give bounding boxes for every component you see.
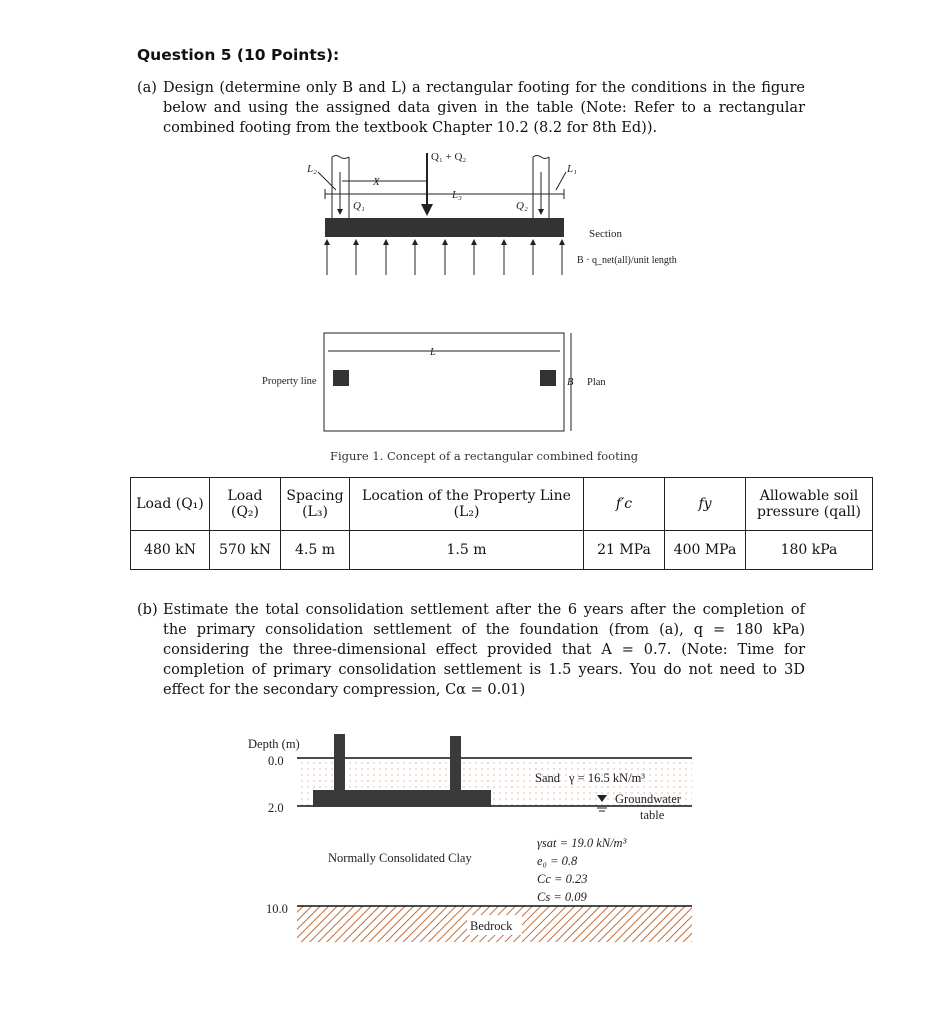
- l2-label: L₂: [307, 163, 317, 175]
- combined-footing-figure: [0, 0, 950, 470]
- question-title: Question 5 (10 Points):: [137, 46, 340, 64]
- part-a-label: (a): [137, 80, 157, 96]
- x-label: X: [373, 176, 380, 188]
- l3-label: L₃: [452, 189, 462, 201]
- header-load-q1: Load (Q₁): [131, 478, 210, 531]
- property-line-label: Property line: [262, 376, 317, 387]
- cell-spacing: 4.5 m: [281, 531, 350, 570]
- q1-label: Q₁: [353, 200, 365, 212]
- plan-b-label: B: [567, 377, 574, 388]
- cell-fy: 400 MPa: [665, 531, 746, 570]
- header-load-q2: Load (Q₂): [210, 478, 281, 531]
- bedrock-label: Bedrock: [470, 919, 513, 933]
- clay-swell-index: Cs = 0.09: [537, 890, 587, 904]
- groundwater-table-label: table: [640, 808, 665, 822]
- header-fc: f′c: [584, 478, 665, 531]
- cell-q2: 570 kN: [210, 531, 281, 570]
- sand-label: Sand: [535, 771, 560, 785]
- depth-2-label: 2.0: [268, 801, 284, 815]
- groundwater-label: Groundwater: [615, 792, 681, 806]
- part-b-text: [137, 600, 805, 700]
- q2-label: Q₂: [516, 200, 528, 212]
- soil-pressure-arrows: [327, 240, 562, 275]
- part-b-label: (b): [137, 602, 158, 618]
- header-fy: fy: [665, 478, 746, 531]
- part-b-body: Estimate the total consolidation settlement after the 6 years after the completion of the primary consolidation settlement of the foundation (from (a), q = 180 kPa) considering the three-dimensional effect provided that A = 0.7. (Note: Time for completion of primary consolidation settlement is 1.5 years. You do not need to 3D effect for the secondary compression, Cα = 0.01): [163, 602, 805, 698]
- assigned-data-table: [130, 477, 873, 570]
- depth-10-label: 10.0: [266, 902, 288, 916]
- clay-compression-index: Cc = 0.23: [537, 872, 588, 886]
- clay-saturated-unit-weight: γsat = 19.0 kN/m³: [537, 836, 627, 850]
- q-total-label: Q₁ + Q₂: [431, 151, 467, 163]
- cell-q1: 480 kN: [131, 531, 210, 570]
- l1-label: L₁: [567, 163, 577, 175]
- section-label: Section: [589, 228, 622, 240]
- clay-void-ratio: e₀ = 0.8: [537, 854, 578, 868]
- part-a-body: Design (determine only B and L) a rectangular footing for the conditions in the figure below and using the assigned data given in the table (Note: Refer to a rectangular combined footing from the textbook Chapter 10.2 (8.2 for 8th Ed)).: [163, 80, 805, 136]
- cell-allowable-pressure: 180 kPa: [746, 531, 873, 570]
- header-location: Location of the Property Line (L₂): [350, 478, 584, 531]
- plan-label: Plan: [587, 377, 606, 388]
- depth-axis-label: Depth (m): [248, 737, 300, 751]
- sand-unit-weight: γ = 16.5 kN/m³: [569, 771, 646, 785]
- cell-location: 1.5 m: [350, 531, 584, 570]
- header-spacing: Spacing (L₃): [281, 478, 350, 531]
- pressure-label: B · q_net(all)/unit length: [577, 255, 677, 266]
- depth-0-label: 0.0: [268, 754, 284, 768]
- figure-caption: Figure 1. Concept of a rectangular combined footing: [330, 449, 639, 463]
- soil-profile-figure: [0, 725, 950, 955]
- clay-label: Normally Consolidated Clay: [328, 851, 472, 865]
- header-allowable-pressure: Allowable soil pressure (qall): [746, 478, 873, 531]
- cell-fc: 21 MPa: [584, 531, 665, 570]
- plan-l-label: L: [430, 347, 436, 358]
